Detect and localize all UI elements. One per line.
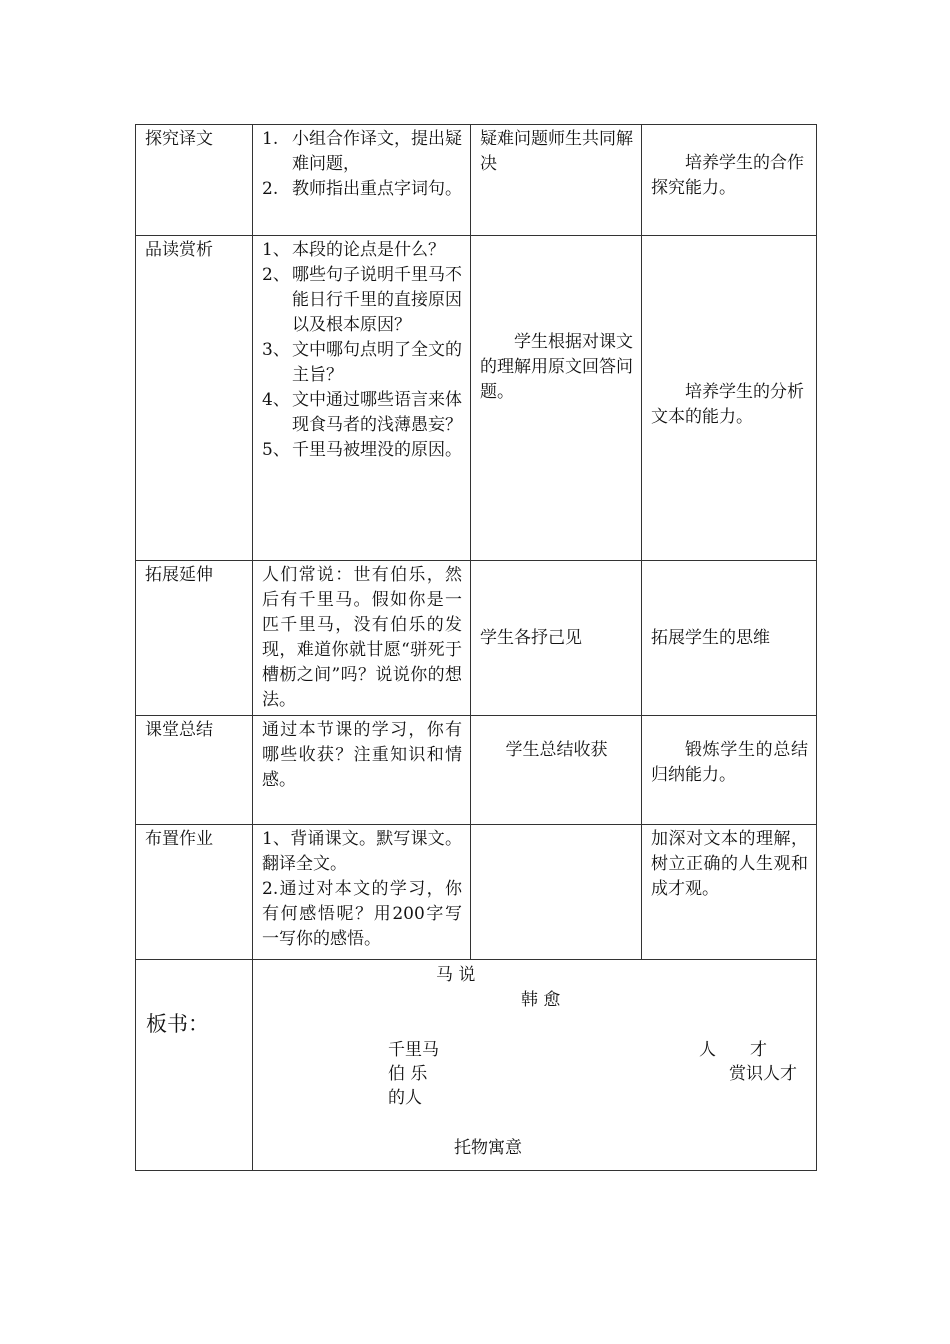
goal-text: 培养学生的分析文本的能力。 xyxy=(651,382,804,427)
item-text: 小组合作译文，提出疑难问题， xyxy=(292,129,462,174)
content-cell: 人们常说：世有伯乐，然后有千里马。假如你是一匹千里马，没有伯乐的发现，难道你就甘愿“骈死于槽枥之间”吗？说说你的想法。 xyxy=(253,561,471,716)
content-cell xyxy=(253,236,471,561)
list-item xyxy=(262,338,462,388)
list-item xyxy=(262,177,462,202)
goal-text: 锻炼学生的总结归纳能力。 xyxy=(651,740,808,785)
goal-cell xyxy=(642,236,817,561)
content-list xyxy=(262,127,462,202)
content-cell xyxy=(253,125,471,236)
table-row xyxy=(136,825,817,960)
board-right-2: 赏识人才 xyxy=(729,1064,797,1084)
stage-cell: 课堂总结 xyxy=(136,716,253,825)
item-number: 2、 xyxy=(262,265,290,285)
list-item xyxy=(262,238,462,263)
student-activity-cell: 学生各抒己见 xyxy=(471,561,642,716)
item-text: 本段的论点是什么？ xyxy=(292,240,445,260)
table-row xyxy=(136,960,817,1171)
board-left-2: 伯 乐 xyxy=(388,1064,428,1084)
goal-cell: 拓展学生的思维 xyxy=(642,561,817,716)
list-item xyxy=(262,263,462,338)
board-cell xyxy=(253,960,817,1171)
student-activity-cell xyxy=(471,236,642,561)
goal-text: 培养学生的合作探究能力。 xyxy=(651,153,804,198)
goal-cell xyxy=(642,125,817,236)
stage-cell: 布置作业 xyxy=(136,825,253,960)
content-cell: 通过本节课的学习，你有哪些收获？注重知识和情感。 xyxy=(253,716,471,825)
board xyxy=(253,960,816,1168)
item-number: 5、 xyxy=(262,440,290,460)
board-right-1: 人 才 xyxy=(699,1040,767,1060)
stage-cell: 探究译文 xyxy=(136,125,253,236)
table-row xyxy=(136,561,817,716)
goal-cell: 加深对文本的理解，树立正确的人生观和成才观。 xyxy=(642,825,817,960)
item-number: 1、 xyxy=(262,240,290,260)
board-left-1: 千里马 xyxy=(388,1040,439,1060)
list-item xyxy=(262,388,462,438)
stage-cell: 品读赏析 xyxy=(136,236,253,561)
board-label-cell xyxy=(136,960,253,1171)
table-row xyxy=(136,716,817,825)
board-left-3: 的人 xyxy=(388,1088,422,1108)
homework-line: 1、背诵课文。默写课文。翻译全文。 xyxy=(262,829,462,874)
homework-line: 2.通过对本文的学习，你有何感悟呢？用200字写一写你的感悟。 xyxy=(262,879,462,949)
lesson-plan-table xyxy=(135,124,817,1171)
item-number: 4、 xyxy=(262,390,290,410)
content-cell xyxy=(253,825,471,960)
item-text: 千里马被埋没的原因。 xyxy=(292,440,462,460)
list-item xyxy=(262,127,462,177)
student-activity-cell xyxy=(471,716,642,825)
stage-cell: 拓展延伸 xyxy=(136,561,253,716)
item-text: 文中通过哪些语言来体现食马者的浅薄愚妄？ xyxy=(292,390,462,435)
content-list xyxy=(262,238,462,463)
item-number: 2. xyxy=(262,179,279,199)
table-row xyxy=(136,125,817,236)
board-title: 马 说 xyxy=(436,965,476,985)
student-activity-cell: 疑难问题师生共同解决 xyxy=(471,125,642,236)
item-text: 哪些句子说明千里马不能日行千里的直接原因以及根本原因？ xyxy=(292,265,462,335)
board-label: 板书： xyxy=(146,1012,209,1036)
item-text: 文中哪句点明了全文的主旨？ xyxy=(292,340,462,385)
item-number: 3、 xyxy=(262,340,290,360)
item-text: 教师指出重点字词句。 xyxy=(292,179,462,199)
list-item xyxy=(262,438,462,463)
student-text: 学生根据对课文的理解用原文回答问题。 xyxy=(480,332,633,402)
goal-cell xyxy=(642,716,817,825)
student-text: 学生总结收获 xyxy=(505,740,608,760)
board-bottom: 托物寓意 xyxy=(454,1138,522,1158)
student-activity-cell xyxy=(471,825,642,960)
item-number: 1. xyxy=(262,129,279,149)
board-author: 韩 愈 xyxy=(521,990,561,1010)
table-row xyxy=(136,236,817,561)
